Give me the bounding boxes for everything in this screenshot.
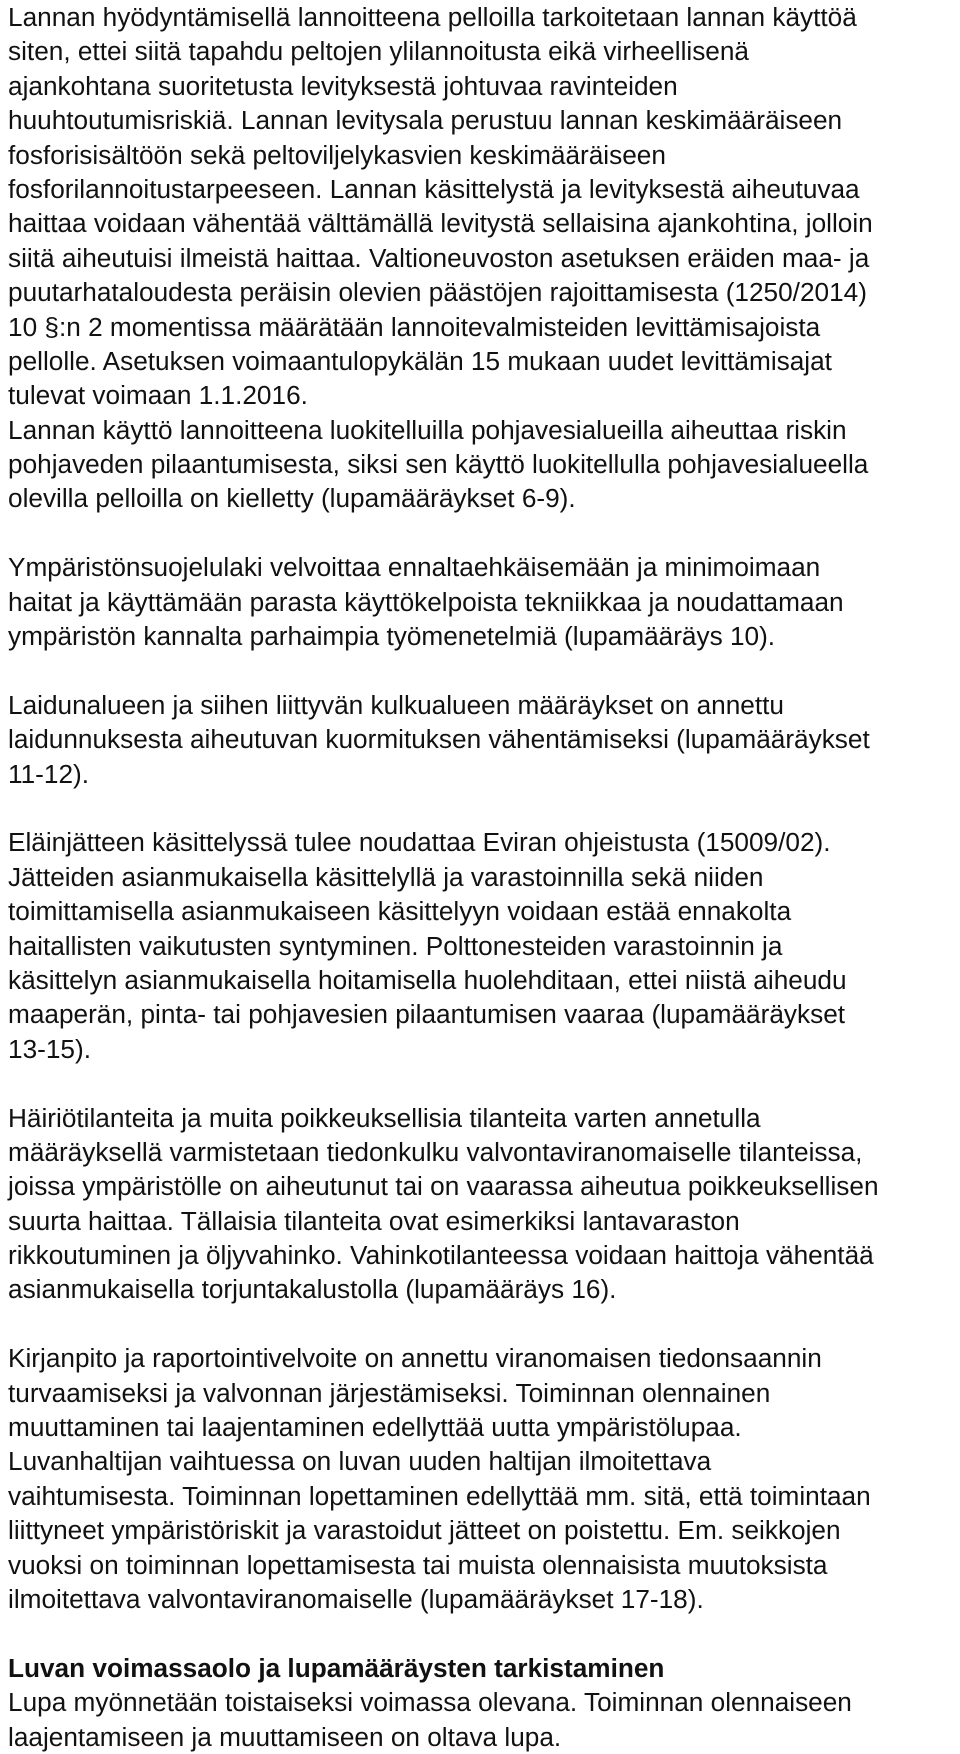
text-line: Luvanhaltijan vaihtuessa on luvan uuden haltijan ilmoitettava <box>8 1446 712 1477</box>
text-line: joissa ympäristölle on aiheutunut tai on vaarassa aiheutua poikkeuksellisen <box>8 1171 879 1202</box>
text-line: siitä aiheutuisi ilmeistä haittaa. Valtioneuvoston asetuksen eräiden maa- ja <box>8 242 870 273</box>
text-line: toimittamisella asianmukaiseen käsittelyyn voidaan estää ennakolta <box>8 896 792 927</box>
text-line: ympäristön kannalta parhaimpia työmenetelmiä (lupamääräys 10). <box>8 621 776 652</box>
paragraph-reporting <box>8 1341 960 1616</box>
paragraph-disturbances <box>8 1101 960 1307</box>
paragraph-gap <box>8 1066 960 1100</box>
text-line: haitallisten vaikutusten syntyminen. Polttonesteiden varastoinnin ja <box>8 930 783 961</box>
text-line: asianmukaisella torjuntakalustolla (lupamääräys 16). <box>8 1274 617 1305</box>
text-line: Lannan käyttö lannoitteena luokitelluilla pohjavesialueilla aiheuttaa riskin <box>8 414 847 445</box>
text-line: määräyksellä varmistetaan tiedonkulku valvontaviranomaiselle tilanteissa, <box>8 1136 863 1167</box>
text-line: ajankohtana suoritetusta levityksestä johtuvaa ravinteiden <box>8 70 678 101</box>
text-line: huuhtoutumisriskiä. Lannan levitysala perustuu lannan keskimääräiseen <box>8 105 843 136</box>
text-line: fosforisisältöön sekä peltoviljelykasvien keskimääräiseen <box>8 139 666 170</box>
text-line: Eläinjätteen käsittelyssä tulee noudattaa Eviran ohjeistusta (15009/02). <box>8 827 831 858</box>
section-heading: Luvan voimassaolo ja lupamääräysten tarkistaminen <box>8 1652 665 1683</box>
text-line: Ympäristönsuojelulaki velvoittaa ennaltaehkäisemään ja minimoimaan <box>8 552 821 583</box>
text-line: 11-12). <box>8 758 90 789</box>
paragraph-manure-use <box>8 0 960 516</box>
text-line: suurta haittaa. Tällaisia tilanteita ovat esimerkiksi lantavaraston <box>8 1205 740 1236</box>
text-line: haittaa voidaan vähentää välttämällä levitystä sellaisina ajankohtina, jolloin <box>8 208 873 239</box>
paragraph-gap <box>8 1616 960 1650</box>
text-line: Kirjanpito ja raportointivelvoite on annettu viranomaisen tiedonsaannin <box>8 1343 822 1374</box>
text-line: fosforilannoitustarpeeseen. Lannan käsittelystä ja levityksestä aiheutuvaa <box>8 173 860 204</box>
section-permit-validity <box>8 1651 960 1754</box>
text-line: Laidunalueen ja siihen liittyvän kulkualueen määräykset on annettu <box>8 689 784 720</box>
paragraph-gap <box>8 791 960 825</box>
text-line: pohjaveden pilaantumisesta, siksi sen käyttö luokitellulla pohjavesialueella <box>8 449 869 480</box>
text-line: muuttaminen tai laajentaminen edellyttää uutta ympäristölupaa. <box>8 1412 742 1443</box>
text-line: 10 §:n 2 momentissa määrätään lannoitevalmisteiden levittämisajoista <box>8 311 821 342</box>
text-line: siten, ettei siitä tapahdu peltojen ylilannoitusta eikä virheellisenä <box>8 36 749 67</box>
paragraph-pasture <box>8 688 960 791</box>
text-line: Häiriötilanteita ja muita poikkeuksellisia tilanteita varten annetulla <box>8 1102 761 1133</box>
text-line: haitat ja käyttämään parasta käyttökelpoista tekniikkaa ja noudattamaan <box>8 586 844 617</box>
paragraph-gap <box>8 1307 960 1341</box>
text-line: pellolle. Asetuksen voimaantulopykälän 15 mukaan uudet levittämisajat <box>8 345 832 376</box>
text-line: Jätteiden asianmukaisella käsittelyllä ja varastoinnilla sekä niiden <box>8 861 764 892</box>
paragraph-gap <box>8 653 960 687</box>
text-line: laidunnuksesta aiheutuvan kuormituksen vähentämiseksi (lupamääräykset <box>8 724 870 755</box>
paragraph-animal-waste <box>8 825 960 1066</box>
text-line: vaihtumisesta. Toiminnan lopettaminen edellyttää mm. sitä, että toimintaan <box>8 1480 871 1511</box>
paragraph-environmental-law <box>8 550 960 653</box>
text-line: Lupa myönnetään toistaiseksi voimassa olevana. Toiminnan olennaiseen <box>8 1687 852 1718</box>
text-line: ilmoitettava valvontaviranomaiselle (lupamääräykset 17-18). <box>8 1583 704 1614</box>
text-line: 13-15). <box>8 1033 91 1064</box>
text-line: Lannan hyödyntämisellä lannoitteena pelloilla tarkoitetaan lannan käyttöä <box>8 2 857 32</box>
text-line: vuoksi on toiminnan lopettamisesta tai muista olennaisista muutoksista <box>8 1549 828 1580</box>
text-line: rikkoutuminen ja öljyvahinko. Vahinkotilanteessa voidaan haittoja vähentää <box>8 1240 874 1271</box>
text-line: maaperän, pinta- tai pohjavesien pilaantumisen vaaraa (lupamääräykset <box>8 999 846 1030</box>
text-line: puutarhataloudesta peräisin olevien päästöjen rajoittamisesta (1250/2014) <box>8 277 867 308</box>
text-line: tulevat voimaan 1.1.2016. <box>8 380 308 411</box>
paragraph-gap <box>8 516 960 550</box>
text-line: käsittelyn asianmukaisella hoitamisella huolehditaan, ettei niistä aiheudu <box>8 964 847 995</box>
text-line: olevilla pelloilla on kielletty (lupamääräykset 6-9). <box>8 483 576 514</box>
text-line: laajentamiseen ja muuttamiseen on oltava lupa. <box>8 1721 562 1752</box>
text-line: liittyneet ympäristöriskit ja varastoidut jätteet on poistettu. Em. seikkojen <box>8 1515 841 1546</box>
text-line: turvaamiseksi ja valvonnan järjestämiseksi. Toiminnan olennainen <box>8 1377 771 1408</box>
